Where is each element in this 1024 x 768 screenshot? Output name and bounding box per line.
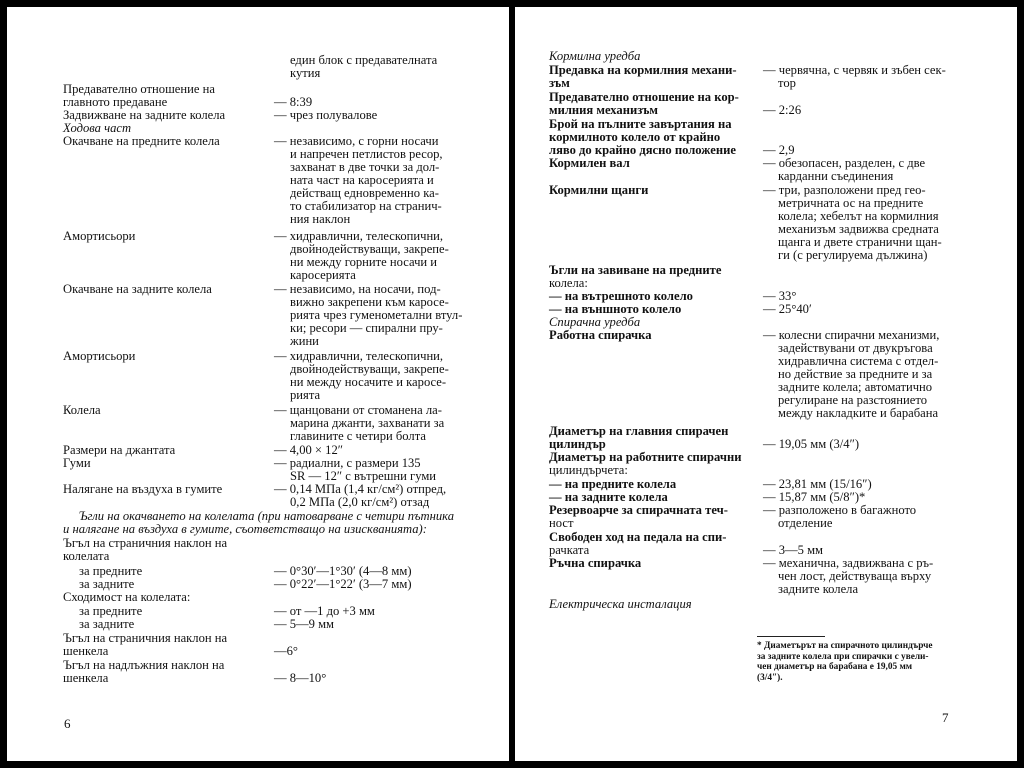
text-line: Сходимост на колелата: [63, 590, 191, 604]
text-line: колела: [549, 276, 588, 290]
text-line: Работна спирачка [549, 328, 652, 342]
text-line: Амортисьори [63, 229, 136, 243]
text-line: вижно закрепени към каросе- [290, 295, 449, 309]
text-line: — независимо, с горни носачи [274, 134, 439, 148]
text-line: ната част на каросерията и [290, 173, 434, 187]
text-line: — 8:39 [274, 95, 313, 109]
text-line: задните колела [778, 582, 859, 596]
text-line: ни между горните носачи и [290, 255, 438, 269]
text-line: колелата [63, 549, 110, 563]
text-line: SR — 12″ с вътрешни гуми [290, 469, 437, 483]
text-line: ки; ресори — спирални пру- [290, 321, 443, 335]
text-line: ния наклон [290, 212, 351, 226]
text-line: — механична, задвижвана с ръ- [763, 556, 934, 570]
text-line: Диаметър на главния спирачен [549, 424, 729, 438]
text-line: Ъгли на окачването на колелата (при натоварване с четири пътника [79, 509, 455, 523]
text-line: — 33° [763, 289, 797, 303]
text-line: — 15,87 мм (5/8″)* [763, 490, 866, 504]
text-line: тор [778, 76, 796, 90]
text-line: Кормилни щанги [549, 183, 649, 197]
text-line: задействувани от двукръгова [778, 341, 933, 355]
footnote-line: * Диаметърът на спирачното цилиндърче [757, 641, 933, 651]
text-line: жини [290, 334, 319, 348]
text-line: — щанцовани от стоманена ла- [274, 403, 442, 417]
text-line: Диаметър на работните спирачни [549, 450, 742, 464]
text-line: кормилното колело от крайно [549, 130, 721, 144]
text-line: Предавателно отношение на кор- [549, 90, 739, 104]
text-line: цилиндър [549, 437, 606, 451]
text-line: Колела [63, 403, 101, 417]
text-line: — обезопасен, разделен, с две [763, 156, 926, 170]
text-line: марина джанти, захванати за [290, 416, 445, 430]
footnote-line: за задните колела при спирачки с увели- [757, 651, 929, 662]
text-line: — червячна, с червяк и зъбен сек- [763, 63, 946, 77]
text-line: за предните [79, 564, 143, 578]
text-line: рията чрез гуменометални втул- [290, 308, 463, 322]
text-line: колела; хебелът на кормилния [778, 209, 939, 223]
text-line: Електрическа инсталация [549, 597, 692, 611]
text-line: Налягане на въздуха в гумите [63, 482, 223, 496]
text-line: регулиране на разстоянието [778, 393, 928, 407]
text-line: — чрез полувалове [274, 108, 378, 122]
page-number-right: 7 [942, 710, 949, 725]
text-line: между накладките и барабана [778, 406, 939, 420]
text-line: — от —1 до +3 мм [274, 604, 375, 618]
text-line: — 0,14 МПа (1,4 кг/см²) отпред, [274, 482, 447, 496]
text-line: за предните [79, 604, 143, 618]
text-line: — на външното колело [549, 302, 682, 316]
text-line: щанга и двете странични щан- [778, 235, 942, 249]
text-line: — 25°40′ [763, 302, 812, 316]
text-line: — на вътрешното колело [549, 289, 693, 303]
right-page [515, 7, 1017, 761]
text-line: — три, разположени пред гео- [763, 183, 926, 197]
text-line: чен лост, действуваща върху [778, 569, 932, 583]
footnote [757, 641, 933, 683]
text-line: задните колела; автоматично [778, 380, 933, 394]
text-line: каросерията [290, 268, 356, 282]
text-line: двойнодействуващи, закрепе- [290, 362, 449, 376]
text-line: Окачване на задните колела [63, 282, 212, 296]
text-line: хидравлична система с отдел- [778, 354, 939, 368]
text-line: — радиални, с размери 135 [274, 456, 421, 470]
text-line: Резервоарче за спирачната теч- [549, 503, 728, 517]
text-line: — на задните колела [549, 490, 668, 504]
text-line: кутия [290, 66, 321, 80]
text-line: — 2,9 [763, 143, 795, 157]
text-line: за задните [79, 577, 135, 591]
left-page [7, 7, 509, 761]
text-line: Задвижване на задните колела [63, 108, 226, 122]
text-line: Ъгъл на страничния наклон на [63, 631, 228, 645]
text-line: Спирачна уредба [549, 315, 641, 329]
text-line: — 19,05 мм (3/4″) [763, 437, 860, 451]
text-line: главното предаване [63, 95, 168, 109]
text-line: ги (с регулируема дължина) [778, 248, 928, 262]
text-line: Предавателно отношение на [63, 82, 215, 96]
text-line: и налягане на въздуха в гумите, съответстващо на изискванията): [63, 522, 427, 536]
text-line: Брой на пълните завъртания на [549, 117, 732, 131]
text-line: Гуми [63, 456, 91, 470]
text-line: механизъм задвижва средната [778, 222, 939, 236]
text-line: Размери на джантата [63, 443, 176, 457]
text-line: карданни съединения [778, 169, 894, 183]
text-line: ни между носачите и каросе- [290, 375, 447, 389]
text-line: за задните [79, 617, 135, 631]
text-line: — 5—9 мм [274, 617, 335, 631]
text-line: но действие за предните и за [778, 367, 933, 381]
text-line: — 8—10° [274, 671, 327, 685]
text-line: — 23,81 мм (15/16″) [763, 477, 872, 491]
text-line: милния механизъм [549, 103, 658, 117]
text-line: Амортисьори [63, 349, 136, 363]
text-line: — 3—5 мм [763, 543, 824, 557]
text-line: — 2:26 [763, 103, 802, 117]
text-line: — 4,00 × 12″ [274, 443, 344, 457]
text-line: цилиндърчета: [549, 463, 628, 477]
text-line: зъм [549, 76, 570, 90]
text-line: Окачване на предните колела [63, 134, 220, 148]
text-line: един блок с предавателната [290, 53, 438, 67]
text-line: Ъгъл на надлъжния наклон на [63, 658, 225, 672]
text-line: шенкела [63, 671, 109, 685]
footnote-rule [757, 636, 825, 637]
text-line: главините с четири болта [290, 429, 426, 443]
text-line: действащ едновременно ка- [290, 186, 439, 200]
text-line: рията [290, 388, 321, 402]
text-line: Ръчна спирачка [549, 556, 642, 570]
text-line: двойнодействуващи, закрепе- [290, 242, 449, 256]
text-line: и напречен петлистов ресор, [290, 147, 443, 161]
text-line: — колесни спирачни механизми, [763, 328, 940, 342]
text-line: метричната ос на предните [778, 196, 924, 210]
text-line: — хидравлични, телескопични, [274, 229, 444, 243]
text-line: 0,2 МПа (2,0 кг/см²) отзад [290, 495, 430, 509]
text-line: захванат в две точки за дол- [290, 160, 440, 174]
text-line: — на предните колела [549, 477, 677, 491]
text-line: — 0°22′—1°22′ (3—7 мм) [274, 577, 412, 591]
footnote-line: (3/4″). [757, 672, 783, 683]
text-line: —6° [274, 644, 298, 658]
text-line: Ъгли на завиване на предните [549, 263, 722, 277]
text-line: — независимо, на носачи, под- [274, 282, 441, 296]
text-line: отделение [778, 516, 833, 530]
text-line: Свободен ход на педала на спи- [549, 530, 727, 544]
text-line: — разположено в багажното [763, 503, 917, 517]
text-line: Ходова част [63, 121, 132, 135]
text-line: шенкела [63, 644, 109, 658]
text-line: Предавка на кормилния механи- [549, 63, 737, 77]
text-line: — хидравлични, телескопични, [274, 349, 444, 363]
text-line: то стабилизатор на странич- [290, 199, 442, 213]
text-line: ляво до крайно дясно положение [549, 143, 736, 157]
text-line: Кормилен вал [549, 156, 630, 170]
text-line: ност [549, 516, 574, 530]
text-line: Кормилна уредба [549, 49, 641, 63]
text-line: Ъгъл на страничния наклон на [63, 536, 228, 550]
text-line: — 0°30′—1°30′ (4—8 мм) [274, 564, 412, 578]
page-number-left: 6 [64, 716, 71, 731]
footnote-line: чен диаметър на барабана е 19,05 мм [757, 662, 913, 672]
text-line: рачката [549, 543, 590, 557]
